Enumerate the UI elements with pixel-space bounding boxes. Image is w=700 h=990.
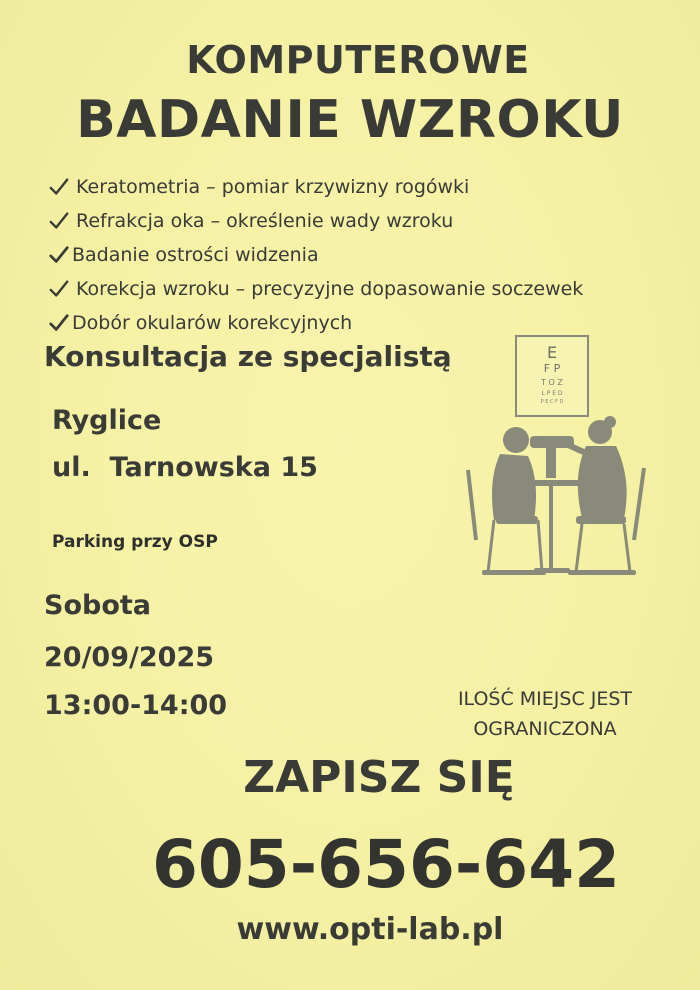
check-icon: [48, 210, 70, 232]
service-item: [48, 204, 583, 238]
schedule-time: 13:00-14:00: [44, 690, 228, 721]
limited-seats-notice: [410, 684, 680, 744]
check-icon: [48, 278, 70, 300]
schedule-date: 20/09/2025: [44, 642, 215, 673]
service-item: [48, 272, 583, 306]
eye-chart-row: E: [546, 343, 558, 362]
location-city: Ryglice: [52, 405, 162, 436]
eye-exam-illustration: [448, 330, 658, 590]
check-icon: [48, 176, 70, 198]
notice-line-2: OGRANICZONA: [473, 718, 617, 740]
service-label: Dobór okularów korekcyjnych: [72, 312, 353, 334]
eye-chart-row: L P E D: [541, 390, 563, 397]
service-label: Keratometria – pomiar krzywizny rogówki: [76, 176, 470, 198]
service-item: [48, 238, 583, 272]
website-url: www.opti-lab.pl: [236, 912, 504, 947]
optometrist-figure: [566, 416, 644, 575]
phone-number: 605-656-642: [151, 826, 621, 903]
services-list: [48, 170, 583, 340]
notice-line-1: ILOŚĆ MIEJSC JEST: [457, 688, 633, 710]
service-label: Refrakcja oka – określenie wady wzroku: [76, 210, 454, 232]
eye-chart-row: P E C F D: [540, 399, 564, 405]
signup-heading: ZAPISZ SIĘ: [243, 752, 515, 803]
eye-chart-row: F P: [543, 362, 561, 375]
schedule-day: Sobota: [44, 590, 151, 621]
parking-info: Parking przy OSP: [52, 532, 218, 552]
eye-chart: [516, 336, 588, 416]
service-item: [48, 170, 583, 204]
location-street: ul. Tarnowska 15: [52, 452, 318, 483]
header-line-1: KOMPUTEROWE: [186, 38, 530, 82]
service-label: Korekcja wzroku – precyzyjne dopasowanie soczewek: [76, 278, 584, 300]
service-label: Badanie ostrości widzenia: [72, 244, 319, 266]
check-icon: [48, 244, 70, 266]
patient-figure: [468, 427, 546, 575]
eye-chart-row: T O Z: [541, 378, 563, 387]
header-line-2: BADANIE WZROKU: [76, 90, 624, 150]
consultation-heading: Konsultacja ze specjalistą: [44, 340, 452, 373]
check-icon: [48, 312, 70, 334]
